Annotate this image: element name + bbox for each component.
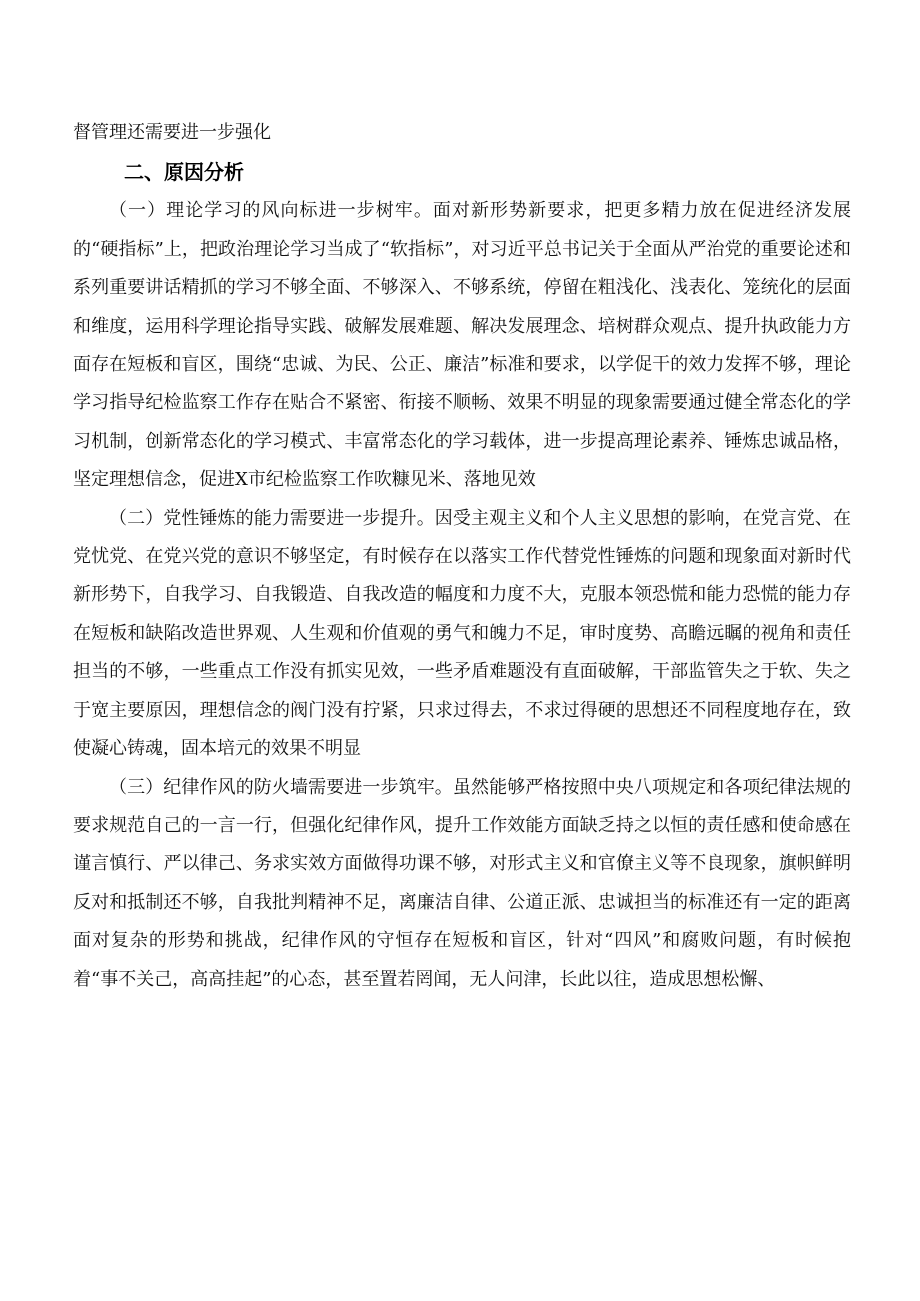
paragraph-theory-study: （一）理论学习的风向标进一步树牢。面对新形势新要求，把更多精力放在促进经济发展的“硬指标”上，把政治理论学习当成了“软指标”，对习近平总书记关于全面从严治党的重要论述和系列重要讲话精抓的学习不够全面、不够深入、不够系统，停留在粗浅化、浅表化、笼统化的层面和维度，运用科学理论指导实践、破解发展难题、解决发展理念、培树群众观点、提升执政能力方面存在短板和盲区，围绕“忠诚、为民、公正、廉洁”标准和要求，以学促干的效力发挥不够，理论学习指导纪检监察工作存在贴合不紧密、衔接不顺畅、效果不明显的现象需要通过健全常态化的学习机制，创新常态化的学习模式、丰富常态化的学习载体，进一步提高理论素养、锤炼忠诚品格，坚定理想信念，促进X市纪检监察工作吹糠见米、落地见效 [73,200,851,491]
paragraph-party-spirit: （二）党性锤炼的能力需要进一步提升。因受主观主义和个人主义思想的影响，在党言党、在党忧党、在党兴党的意识不够坚定，有时候存在以落实工作代替党性锤炼的问题和现象面对新时代新形势下，自我学习、自我锻造、自我改造的幅度和力度不大，克服本领恐慌和能力恐慌的能力存在短板和缺陷改造世界观、人生观和价值观的勇气和魄力不足，审时度势、高瞻远瞩的视角和责任担当的不够，一些重点工作没有抓实见效，一些矛盾难题没有直面破解，干部监管失之于软、失之于宽主要原因，理想信念的阀门没有拧紧，只求过得去，不求过得硬的思想还不同程度地存在，致使凝心铸魂，固本培元的效果不明显 [73,507,851,760]
continuation-paragraph: 督管理还需要进一步强化 [73,122,271,143]
section-heading: 二、原因分析 [124,160,244,185]
document-page [73,114,851,999]
paragraph-discipline-style: （三）纪律作风的防火墙需要进一步筑牢。虽然能够严格按照中央八项规定和各项纪律法规的要求规范自己的一言一行，但强化纪律作风，提升工作效能方面缺乏持之以恒的责任感和使命感在谨言慎行、严以律己、务求实效方面做得功课不够，对形式主义和官僚主义等不良现象，旗帜鲜明反对和抵制还不够，自我批判精神不足，离廉洁自律、公道正派、忠诚担当的标准还有一定的距离面对复杂的形势和挑战，纪律作风的守恒存在短板和盲区，针对“四风”和腐败问题，有时候抱着“事不关己，高高挂起”的心态，甚至置若罔闻，无人问津，长此以往，造成思想松懈、 [73,776,851,990]
